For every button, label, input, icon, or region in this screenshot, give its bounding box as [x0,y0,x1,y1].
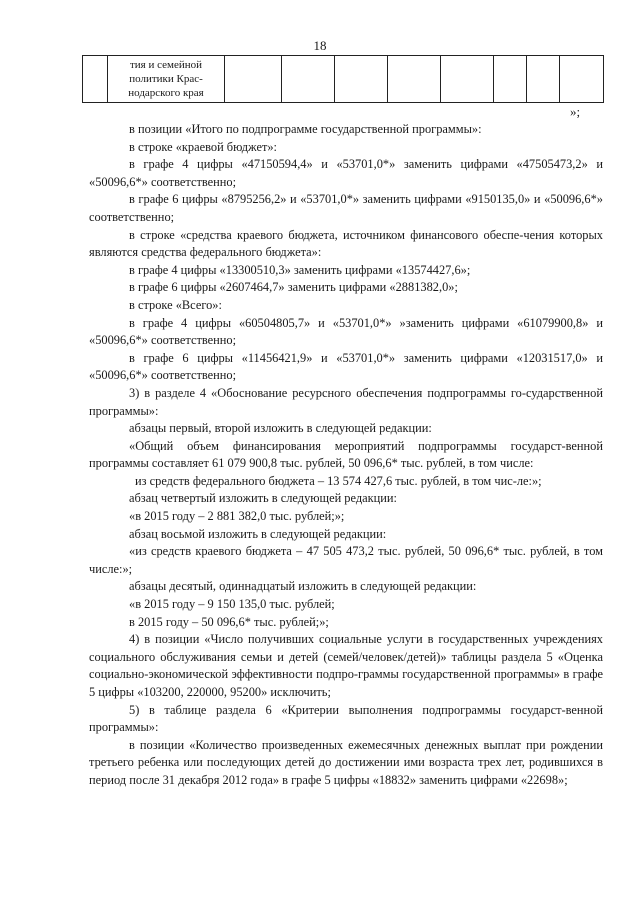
table-cell [225,56,282,103]
paragraph: в графе 4 цифры «13300510,3» заменить цифрами «13574427,6»; [129,262,471,277]
table-cell [83,56,108,103]
paragraph: в графе 4 цифры «47150594,4» и «53701,0*» заменить цифрами «47505473,2» и «50096,6*» соответственно; [89,157,603,189]
table-cell [441,56,494,103]
paragraph: 3) в разделе 4 «Обоснование ресурсного обеспечения подпрограммы го-сударственной программы»: [89,385,603,418]
paragraph: 5) в таблице раздела 6 «Критерии выполнения подпрограммы государст-венной программы»: [89,702,603,735]
document-body [89,121,603,790]
paragraph: «Общий объем финансирования мероприятий подпрограммы государст-венной программы составляет 61 079 900,8 тыс. рублей, 50 096,6* тыс. рублей, в том числе: [89,438,603,471]
paragraph: в строке «средства краевого бюджета, источником финансового обеспе-чения которых являются средства федерального бюджета»: [89,227,603,260]
paragraph: 4) в позиции «Число получивших социальные услуги в государственных учреждениях социального обслуживания семьи и детей (семей/человек/детей)» таблицы раздела 5 «Оценка социально-экономической эффективности подпро-граммы государственной программы» в графе 5 цифры «103200, 220000, 95200» исключить; [89,632,603,699]
table-cell [527,56,560,103]
paragraph: в графе 6 цифры «2607464,7» заменить цифрами «2881382,0»; [129,280,458,295]
paragraph: в графе 6 цифры «8795256,2» и «53701,0*» заменить цифрами «9150135,0» и «50096,6*» соответственно; [89,192,603,224]
paragraph: в строке «краевой бюджет»: [129,139,277,154]
table-cell [335,56,388,103]
table-cell-label: тия и семейной политики Крас-нодарского края [108,56,225,103]
paragraph: «в 2015 году – 2 881 382,0 тыс. рублей;»; [129,509,345,524]
paragraph: «из средств краевого бюджета – 47 505 473,2 тыс. рублей, 50 096,6* тыс. рублей, в том числе:»; [89,544,603,576]
paragraph: в 2015 году – 50 096,6* тыс. рублей;»; [129,614,329,629]
table-cell [560,56,604,103]
paragraph: абзац четвертый изложить в следующей редакции: [129,491,397,506]
paragraph: абзацы десятый, одиннадцатый изложить в следующей редакции: [129,579,477,594]
table-cell [282,56,335,103]
paragraph: «в 2015 году – 9 150 135,0 тыс. рублей; [129,597,335,612]
paragraph: абзац восьмой изложить в следующей редакции: [129,526,387,541]
paragraph: в позиции «Количество произведенных ежемесячных денежных выплат при рождении третьего ребенка или последующих детей до достижении ими возраста трех лет, родившихся в период после 31 декабря 2012 года» в графе 5 цифры «18832» заменить цифрами «22698»; [89,737,603,787]
paragraph: в графе 6 цифры «11456421,9» и «53701,0*» заменить цифрами «12031517,0» и «50096,6*» соответственно; [89,350,603,383]
paragraph: в графе 4 цифры «60504805,7» и «53701,0*» »заменить цифрами «61079900,8» и «50096,6*» соответственно; [89,315,603,348]
paragraph: абзацы первый, второй изложить в следующей редакции: [129,421,432,436]
paragraph: в строке «Всего»: [129,297,222,312]
continuation-table [82,55,604,103]
paragraph: из средств федерального бюджета – 13 574 427,6 тыс. рублей, в том чис-ле:»; [135,473,542,488]
closing-quote: »; [570,104,581,119]
paragraph: в позиции «Итого по подпрограмме государственной программы»: [129,122,482,136]
table-cell [388,56,441,103]
page-number: 18 [313,38,327,53]
table-row [83,56,604,103]
table-cell [494,56,527,103]
